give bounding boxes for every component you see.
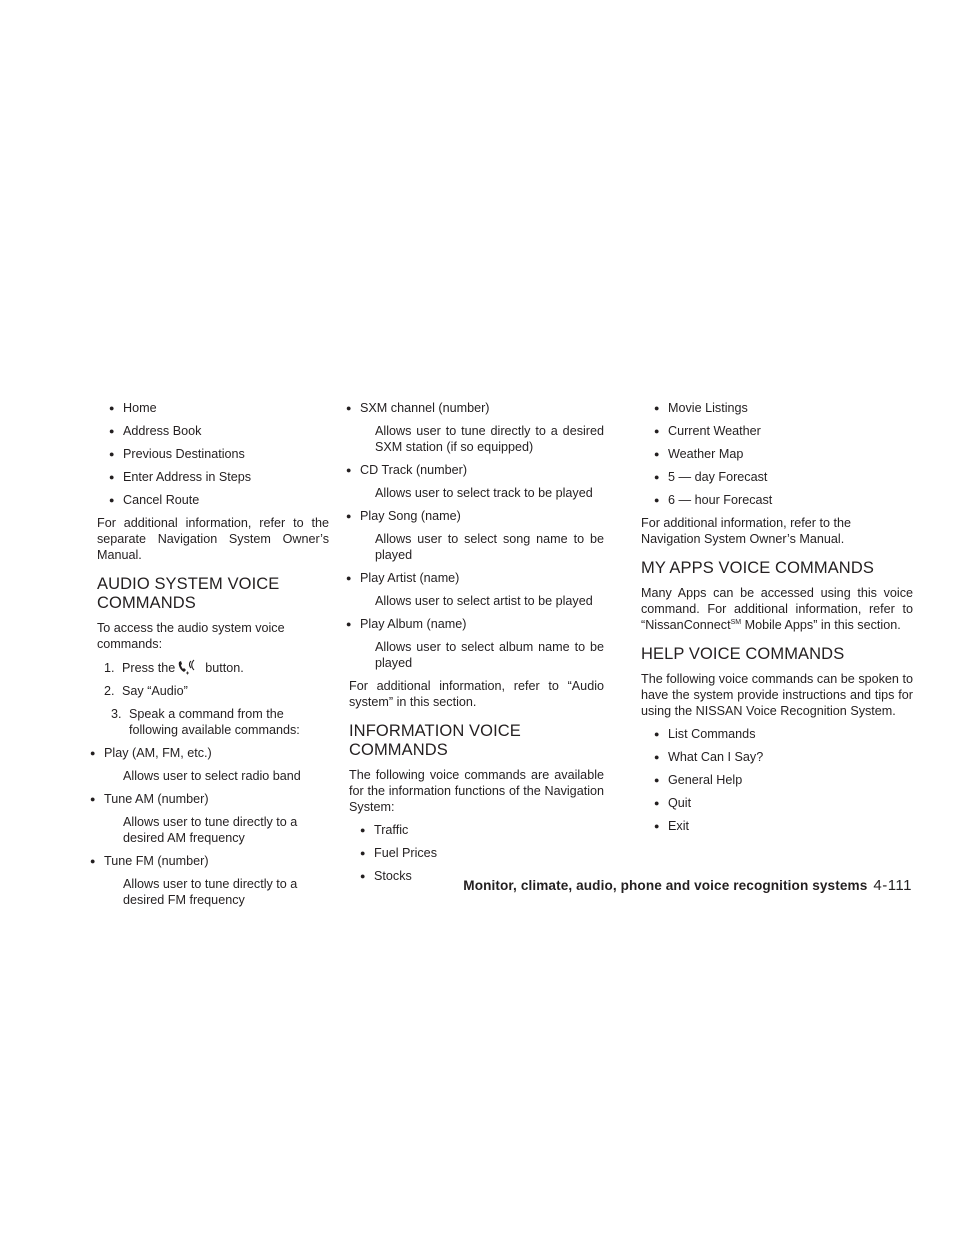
paragraph bbox=[641, 585, 913, 633]
column-2 bbox=[349, 400, 604, 891]
list-item: ● Quit bbox=[668, 795, 913, 811]
page-footer bbox=[463, 877, 912, 894]
section-heading-my-apps: MY APPS VOICE COMMANDS bbox=[641, 559, 874, 577]
paragraph: To access the audio system voice commands: bbox=[97, 621, 285, 651]
footer-section-title: Monitor, climate, audio, phone and voice recognition systems bbox=[463, 878, 868, 893]
service-mark: SM bbox=[730, 619, 742, 626]
command-desc: Allows user to select track to be played bbox=[375, 486, 593, 500]
paragraph: The following voice commands are available for the information functions of the Navigation System: bbox=[349, 768, 604, 814]
list-item: ● 6 — hour Forecast bbox=[668, 492, 913, 508]
list-item: ● Traffic bbox=[374, 822, 604, 838]
step-3-text: Speak a command from the following available commands: bbox=[129, 707, 300, 737]
command-desc: Allows user to tune directly to a desired AM frequency bbox=[123, 815, 298, 845]
list-item: ● Cancel Route bbox=[123, 492, 329, 508]
list-item: ● Address Book bbox=[123, 423, 329, 439]
command-name: ● Play Artist (name) bbox=[360, 570, 604, 586]
section-heading-help: HELP VOICE COMMANDS bbox=[641, 645, 845, 663]
apps-text: Many Apps can be accessed using this voice command. For additional information, refer to “NissanConnect bbox=[641, 586, 913, 632]
step-1-pre: Press the bbox=[122, 661, 176, 675]
column-3 bbox=[641, 400, 913, 841]
list-item: ● Current Weather bbox=[668, 423, 913, 439]
step-2: 2. Say “Audio” bbox=[104, 684, 188, 698]
apps-text-end: Mobile Apps” in this section. bbox=[744, 618, 901, 632]
step-3: 3. Speak a command from the following available commands: bbox=[111, 707, 300, 737]
list-item: ● Previous Destinations bbox=[123, 446, 329, 462]
list-item: ● Weather Map bbox=[668, 446, 913, 462]
step-1: 1. Press the button. bbox=[104, 661, 244, 675]
paragraph: For additional information, refer to “Audio system” in this section. bbox=[349, 679, 604, 709]
voice-talk-icon bbox=[177, 659, 201, 675]
list-item: ● List Commands bbox=[668, 726, 913, 742]
command-desc: Allows user to select song name to be played bbox=[375, 532, 604, 562]
command-desc: Allows user to select artist to be played bbox=[375, 594, 593, 608]
command-name: ● Tune AM (number) bbox=[104, 791, 329, 807]
command-desc: Allows user to select radio band bbox=[123, 769, 301, 783]
command-name: ● CD Track (number) bbox=[360, 462, 604, 478]
section-heading-information: INFORMATION VOICE COMMANDS bbox=[349, 722, 521, 759]
command-name: ● Play (AM, FM, etc.) bbox=[104, 745, 329, 761]
command-desc: Allows user to tune directly to a desired SXM station (if so equipped) bbox=[375, 424, 604, 454]
command-name: ● Tune FM (number) bbox=[104, 853, 329, 869]
page-number: 4-111 bbox=[873, 877, 912, 894]
list-item: ● 5 — day Forecast bbox=[668, 469, 913, 485]
list-item: ● Enter Address in Steps bbox=[123, 469, 329, 485]
step-2-text: Say “Audio” bbox=[122, 684, 188, 698]
paragraph: For additional information, refer to the Navigation System Owner’s Manual. bbox=[641, 516, 852, 546]
list-item: ● Exit bbox=[668, 818, 913, 834]
command-name: ● Play Album (name) bbox=[360, 616, 604, 632]
list-item: ● Stocks bbox=[374, 868, 604, 884]
list-item: ● What Can I Say? bbox=[668, 749, 913, 765]
column-1 bbox=[97, 400, 329, 915]
command-desc: Allows user to tune directly to a desired FM frequency bbox=[123, 877, 298, 907]
command-name: ● Play Song (name) bbox=[360, 508, 604, 524]
step-1-post: button. bbox=[205, 661, 244, 675]
command-desc: Allows user to select album name to be played bbox=[375, 640, 604, 670]
list-item: ● Movie Listings bbox=[668, 400, 913, 416]
paragraph: For additional information, refer to the separate Navigation System Owner’s Manual. bbox=[97, 516, 329, 562]
paragraph: The following voice commands can be spoken to have the system provide instructions and tips for using the NISSAN Voice Recognition System. bbox=[641, 672, 913, 718]
list-item: ● General Help bbox=[668, 772, 913, 788]
command-name: ● SXM channel (number) bbox=[360, 400, 604, 416]
section-heading-audio: AUDIO SYSTEM VOICE COMMANDS bbox=[97, 575, 280, 612]
list-item: ● Fuel Prices bbox=[374, 845, 604, 861]
list-item: ● Home bbox=[123, 400, 329, 416]
